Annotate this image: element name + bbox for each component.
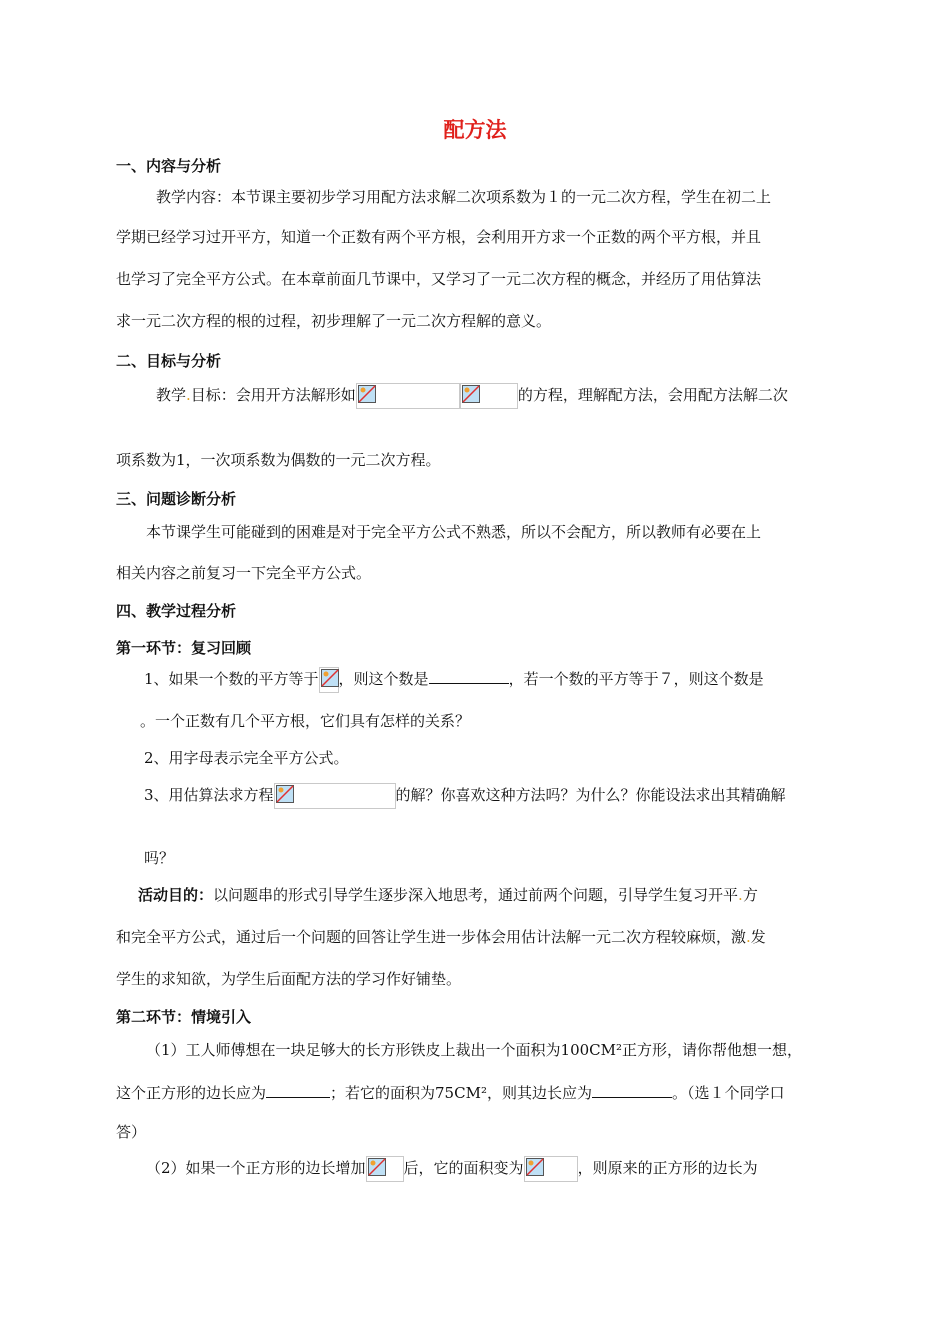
image-placeholder-icon [321, 669, 339, 687]
purpose-line: 学生的求知欲，为学生后面配方法的学习作好铺垫。 [116, 970, 462, 988]
section-heading-2: 二、目标与分析 [116, 352, 222, 370]
paragraph-line: 本节课学生可能碰到的困难是对于完全平方公式不熟悉，所以不会配方，所以教师有必要在上 [146, 523, 762, 541]
purpose-line [116, 877, 868, 914]
text-run: 的解？你喜欢这种方法吗？为什么？你能设法求出其精确解 [395, 786, 786, 804]
paragraph-line: 也学习了完全平方公式。在本章前面几节课中，又学习了一元二次方程的概念，并经历了用估算法 [116, 270, 762, 288]
expression-image [366, 1156, 404, 1182]
text-run: 后，它的面积变为 [403, 1159, 524, 1177]
text-run: 以问题串的形式引导学生逐步深入地思考，通过前两个问题，引导学生复习开平 [213, 886, 739, 904]
image-placeholder-icon [526, 1158, 544, 1176]
equation-image [460, 383, 518, 409]
text-run: 这个正方形的边长应为 [116, 1084, 267, 1102]
section-heading-4: 四、教学过程分析 [116, 602, 237, 620]
question-line [116, 661, 874, 698]
purpose-label: 活动目的： [138, 886, 214, 904]
text-run: 的方程，理解配方法，会用配方法解二次 [517, 386, 788, 404]
paragraph-line [116, 1075, 846, 1112]
question-line: 。一个正数有几个平方根，它们具有怎样的关系？ [140, 712, 471, 730]
text-run: 和完全平方公式，通过后一个问题的回答让学生进一步体会用估计法解一元二次方程较麻烦，激 [116, 928, 747, 946]
annotation-dot: . [746, 928, 751, 946]
annotation-dot: . [186, 386, 191, 404]
paragraph-line [116, 1150, 876, 1187]
equation-image [356, 383, 460, 409]
paragraph-line: 项系数为1，一次项系数为偶数的一元二次方程。 [116, 451, 441, 469]
annotation-dot: . [738, 886, 743, 904]
paragraph-line: 相关内容之前复习一下完全平方公式。 [116, 564, 372, 582]
section-heading-1: 一、内容与分析 [116, 157, 222, 175]
purpose-line [116, 919, 846, 956]
text-run: ，则这个数是 [338, 670, 429, 688]
paragraph-line: （1）工人师傅想在一块足够大的长方形铁皮上裁出一个面积为100CM²正方形，请你帮他想一想， [146, 1041, 803, 1059]
question-line [116, 777, 874, 814]
text-run: 发 [750, 928, 766, 946]
paragraph-line [116, 377, 886, 414]
text-run: 。（选１个同学口 [671, 1084, 785, 1102]
text-run: ，若一个数的平方等于７，则这个数是 [508, 670, 764, 688]
text-run: 目标：会用开方法解形如 [190, 386, 356, 404]
paragraph-line: 答） [116, 1123, 147, 1141]
equation-image [274, 783, 396, 809]
text-run: 1、如果一个数的平方等于 [144, 670, 319, 688]
step-heading-2: 第二环节：情境引入 [116, 1008, 252, 1026]
number-image [319, 667, 339, 693]
text-run: （2）如果一个正方形的边长增加 [146, 1159, 366, 1177]
paragraph-line: 教学内容：本节课主要初步学习用配方法求解二次项系数为１的一元二次方程，学生在初二上 [156, 188, 772, 206]
text-run: 方 [742, 886, 758, 904]
text-run: ；若它的面积为75CM²，则其边长应为 [330, 1084, 592, 1102]
section-heading-3: 三、问题诊断分析 [116, 490, 237, 508]
answer-blank [266, 1081, 330, 1098]
question-line: 2、用字母表示完全平方公式。 [144, 749, 349, 767]
expression-image [524, 1156, 578, 1182]
image-placeholder-icon [462, 385, 480, 403]
image-placeholder-icon [276, 785, 294, 803]
question-line: 吗？ [144, 849, 175, 867]
image-placeholder-icon [368, 1158, 386, 1176]
paragraph-line: 求一元二次方程的根的过程，初步理解了一元二次方程解的意义。 [116, 312, 552, 330]
text-run: 3、用估算法求方程 [144, 786, 274, 804]
paragraph-line: 学期已经学习过开平方，知道一个正数有两个平方根，会利用开方求一个正数的两个平方根，并且 [116, 228, 762, 246]
step-heading-1: 第一环节：复习回顾 [116, 639, 252, 657]
page-title: 配方法 [443, 118, 507, 142]
answer-blank [592, 1081, 672, 1098]
image-placeholder-icon [358, 385, 376, 403]
text-run: 教学 [156, 386, 187, 404]
answer-blank [429, 667, 509, 684]
text-run: ，则原来的正方形的边长为 [577, 1159, 758, 1177]
